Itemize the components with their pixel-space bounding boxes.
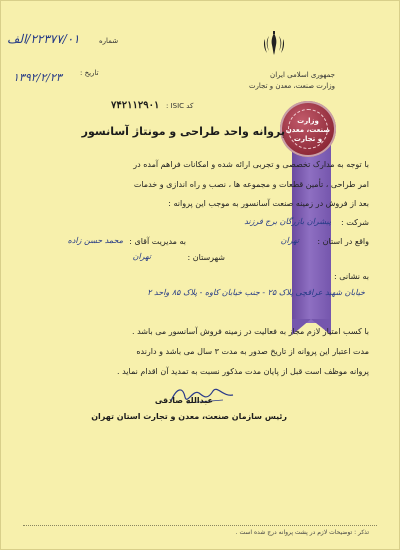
closing-line-2: مدت اعتبار این پروانه از تاریخ صدور به مدت ۳ سال می باشد و دارنده <box>136 347 369 356</box>
manager-label: به مدیریت آقای : <box>129 237 186 246</box>
license-title: پروانه واحد طراحی و مونتاژ آسانسور <box>81 125 285 138</box>
seal-line-1: وزارت <box>297 117 319 125</box>
intro-line-1: با توجه به مدارک تخصصی و تجربی ارائه شده و امکانات فراهم آمده در <box>133 160 369 169</box>
intro-line-2: امر طراحی ، تأمین قطعات و مجموعه ها ، نصب و راه اندازی و خدمات <box>133 180 369 189</box>
company-label: شرکت : <box>340 218 369 227</box>
ministry-name: وزارت صنعت، معدن و تجارت <box>248 82 335 90</box>
closing-line-1: با کسب امتیاز لازم مجاز به فعالیت در زمینه فروش آسانسور می باشد . <box>132 327 369 336</box>
province-value: تهران <box>280 236 299 245</box>
number-label: شماره <box>99 37 119 45</box>
isic-value: ۷۴۲۱۱۲۹۰۱ <box>111 100 160 111</box>
province-label: واقع در استان : <box>317 237 369 246</box>
city-label: شهرستان : <box>187 253 225 262</box>
date-label: تاریخ : <box>80 69 99 77</box>
number-value: ۲۲۳۷۷/۰۱/الف <box>7 32 80 46</box>
closing-line-3: پروانه موظف است قبل از پایان مدت مذکور نسبت به تمدید آن اقدام نماید . <box>117 367 369 376</box>
address-label: به نشانی : <box>334 272 369 281</box>
seal-line-3: و تجارت <box>293 135 323 143</box>
address-value: خیابان شهید عراقچی پلاک ۲۵ - جنب خیابان کاوه - پلاک ۸۵ واحد ۲ <box>147 288 365 297</box>
city-value: تهران <box>132 252 151 261</box>
government-name: جمهوری اسلامی ایران <box>270 71 335 79</box>
manager-value: محمد حسن زاده <box>67 236 123 245</box>
isic-label: کد ISIC : <box>166 102 194 110</box>
signatory-name: عبدالله صادقی <box>154 396 213 405</box>
iran-emblem-icon <box>262 31 286 57</box>
intro-line-3: بعد از فروش در زمینه صنعت آسانسور به موجب این پروانه : <box>168 199 369 208</box>
ministry-seal-text <box>284 117 332 144</box>
footer-note: تذکر : توضیحات لازم در پشت پروانه درج شده است . <box>235 529 369 536</box>
footer-divider <box>23 525 377 526</box>
date-value: ۱۳۹۲/۲/۲۳ <box>13 71 62 84</box>
seal-line-2: صنعت، معدن <box>285 126 331 134</box>
signatory-position: رئیس سازمان صنعت، معدن و تجارت استان تهران <box>91 412 287 421</box>
company-value: پیشران بازرگان برج فرزند <box>244 217 331 226</box>
